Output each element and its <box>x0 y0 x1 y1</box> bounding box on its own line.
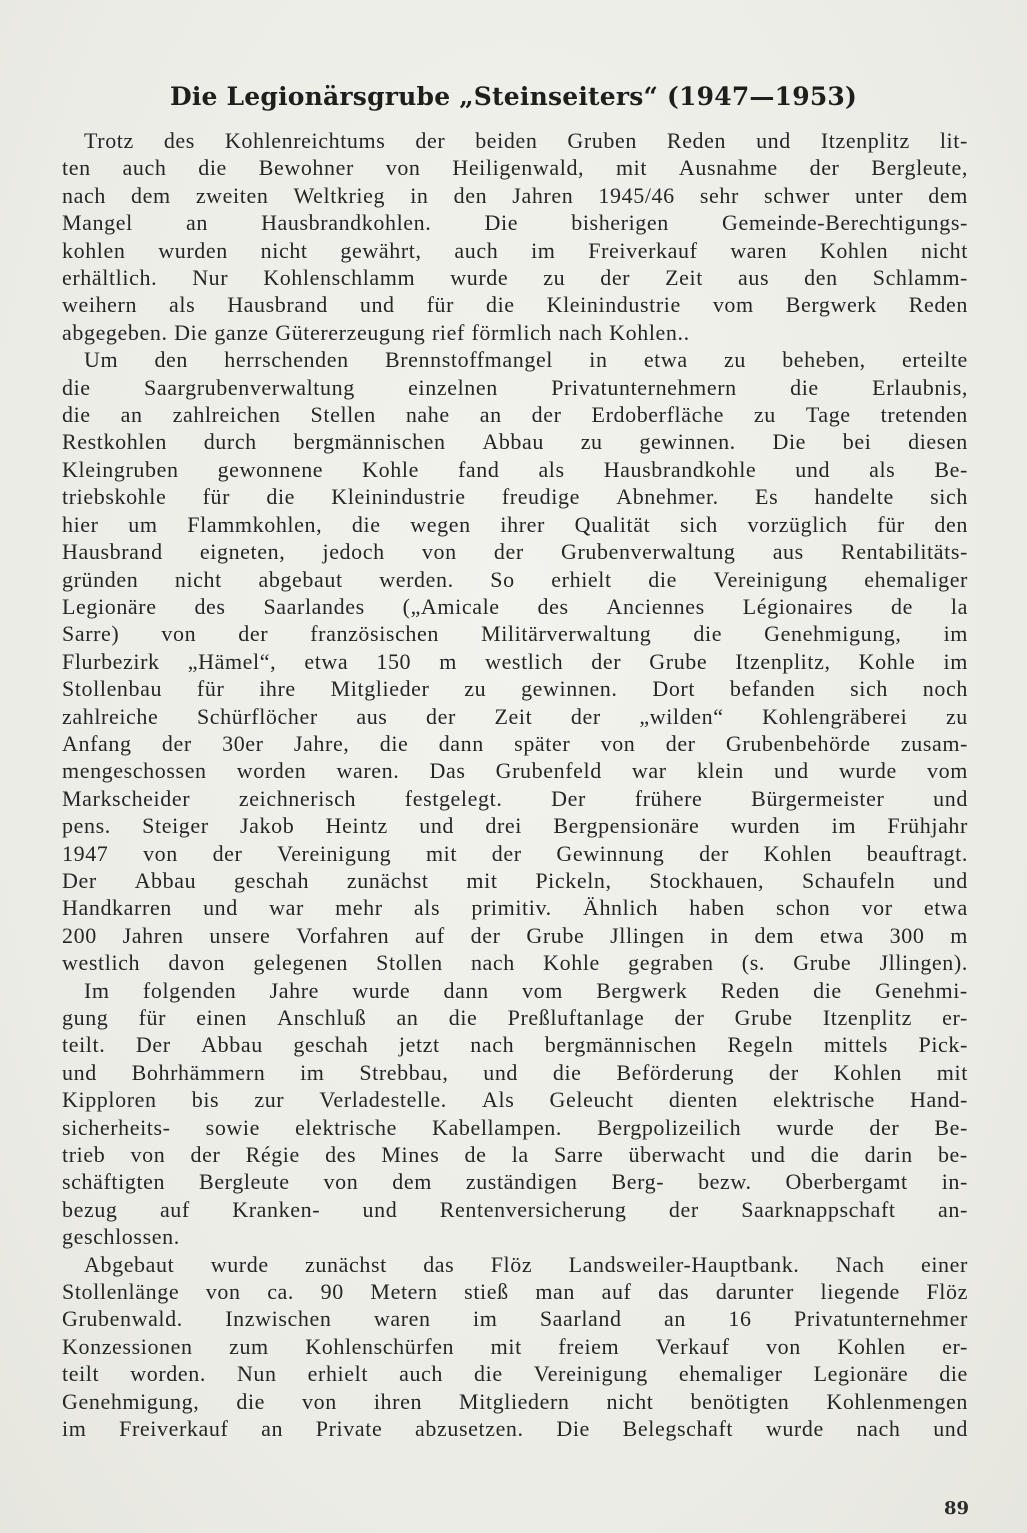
text-line: Stollenbau für ihre Mitglieder zu gewinnen. Dort befanden sich noch <box>62 676 968 702</box>
text-line: mengeschossen worden waren. Das Grubenfeld war klein und wurde vom <box>62 758 968 784</box>
text-line: Stollenlänge von ca. 90 Metern stieß man auf das darunter liegende Flöz <box>62 1279 968 1305</box>
body-text <box>62 127 968 1443</box>
text-line: Konzessionen zum Kohlenschürfen mit freiem Verkauf von Kohlen er- <box>62 1333 968 1359</box>
text-line: schäftigten Bergleute von dem zuständigen Berg- bezw. Oberbergamt in- <box>62 1169 968 1195</box>
text-line: triebskohle für die Kleinindustrie freudige Abnehmer. Es handelte sich <box>62 484 968 510</box>
text-line: sicherheits- sowie elektrische Kabellampen. Bergpolizeilich wurde der Be- <box>62 1114 968 1140</box>
text-line: und Bohrhämmern im Strebbau, und die Beförderung der Kohlen mit <box>62 1059 968 1085</box>
text-line: bezug auf Kranken- und Rentenversicherung der Saarknappschaft an- <box>62 1196 968 1222</box>
text-line: Kleingruben gewonnene Kohle fand als Hausbrandkohle und als Be- <box>62 456 968 482</box>
text-line: Mangel an Hausbrandkohlen. Die bisherigen Gemeinde-Berechtigungs- <box>62 210 968 236</box>
text-line: ten auch die Bewohner von Heiligenwald, mit Ausnahme der Bergleute, <box>62 155 968 181</box>
text-line: Kipploren bis zur Verladestelle. Als Geleucht dienten elektrische Hand- <box>62 1087 968 1113</box>
text-line: 200 Jahren unsere Vorfahren auf der Grube Jllingen in dem etwa 300 m <box>62 922 968 948</box>
text-line: die an zahlreichen Stellen nahe an der Erdoberfläche zu Tage tretenden <box>62 402 968 428</box>
text-line: im Freiverkauf an Private abzusetzen. Die Belegschaft wurde nach und <box>62 1416 968 1442</box>
text-line: nach dem zweiten Weltkrieg in den Jahren 1945/46 sehr schwer unter dem <box>62 182 968 208</box>
text-line: die Saargrubenverwaltung einzelnen Privatunternehmern die Erlaubnis, <box>62 374 968 400</box>
text-line: erhältlich. Nur Kohlenschlamm wurde zu der Zeit aus den Schlamm- <box>62 265 968 291</box>
page-title: Die Legionärsgrube „Steinseiters“ (1947—1953) <box>169 82 858 111</box>
text-line: abgegeben. Die ganze Gütererzeugung rief förmlich nach Kohlen.. <box>62 319 690 345</box>
text-line: trieb von der Régie des Mines de la Sarre überwacht und die darin be- <box>62 1142 968 1168</box>
text-line: kohlen wurden nicht gewährt, auch im Freiverkauf waren Kohlen nicht <box>62 237 968 263</box>
text-line: Handkarren und war mehr als primitiv. Ähnlich haben schon vor etwa <box>62 895 968 921</box>
text-line: Legionäre des Saarlandes („Amicale des Anciennes Légionaires de la <box>62 593 968 619</box>
text-line: Flurbezirk „Hämel“, etwa 150 m westlich der Grube Itzenplitz, Kohle im <box>62 648 968 674</box>
text-line: Trotz des Kohlenreichtums der beiden Gruben Reden und Itzenplitz lit- <box>84 128 968 153</box>
text-line: Abgebaut wurde zunächst das Flöz Landsweiler-Hauptbank. Nach einer <box>84 1251 968 1277</box>
text-line: Im folgenden Jahre wurde dann vom Bergwerk Reden die Genehmi- <box>84 977 968 1003</box>
text-line: Der Abbau geschah zunächst mit Pickeln, Stockhauen, Schaufeln und <box>62 867 968 893</box>
text-line: Restkohlen durch bergmännischen Abbau zu gewinnen. Die bei diesen <box>62 429 968 455</box>
text-line: Um den herrschenden Brennstoffmangel in etwa zu beheben, erteilte <box>84 347 968 373</box>
text-line: 1947 von der Vereinigung mit der Gewinnung der Kohlen beauftragt. <box>62 840 968 866</box>
text-line: teilt worden. Nun erhielt auch die Vereinigung ehemaliger Legionäre die <box>62 1361 968 1387</box>
text-line: teilt. Der Abbau geschah jetzt nach bergmännischen Regeln mittels Pick- <box>62 1032 968 1058</box>
text-line: Hausbrand eigneten, jedoch von der Grubenverwaltung aus Rentabilitäts- <box>62 539 968 565</box>
text-line: Anfang der 30er Jahre, die dann später von der Grubenbehörde zusam- <box>62 730 968 756</box>
text-line: hier um Flammkohlen, die wegen ihrer Qualität sich vorzüglich für den <box>62 511 968 537</box>
page-number: 89 <box>943 1498 969 1519</box>
text-line: Sarre) von der französischen Militärverwaltung die Genehmigung, im <box>62 621 968 647</box>
text-line: gründen nicht abgebaut werden. So erhielt die Vereinigung ehemaliger <box>62 566 968 592</box>
text-line: Markscheider zeichnerisch festgelegt. Der frühere Bürgermeister und <box>62 785 968 811</box>
text-line: gung für einen Anschluß an die Preßluftanlage der Grube Itzenplitz er- <box>62 1005 968 1030</box>
text-line: pens. Steiger Jakob Heintz und drei Bergpensionäre wurden im Frühjahr <box>62 813 968 839</box>
text-line: westlich davon gelegenen Stollen nach Kohle gegraben (s. Grube Jllingen). <box>62 950 968 976</box>
text-line: Grubenwald. Inzwischen waren im Saarland an 16 Privatunternehmer <box>62 1306 968 1332</box>
text-line: weihern als Hausbrand und für die Kleinindustrie vom Bergwerk Reden <box>62 292 968 318</box>
text-line: Genehmigung, die von ihren Mitgliedern nicht benötigten Kohlenmengen <box>62 1388 968 1414</box>
text-line: zahlreiche Schürflöcher aus der Zeit der „wilden“ Kohlengräberei zu <box>62 703 968 729</box>
text-line: geschlossen. <box>62 1224 180 1250</box>
